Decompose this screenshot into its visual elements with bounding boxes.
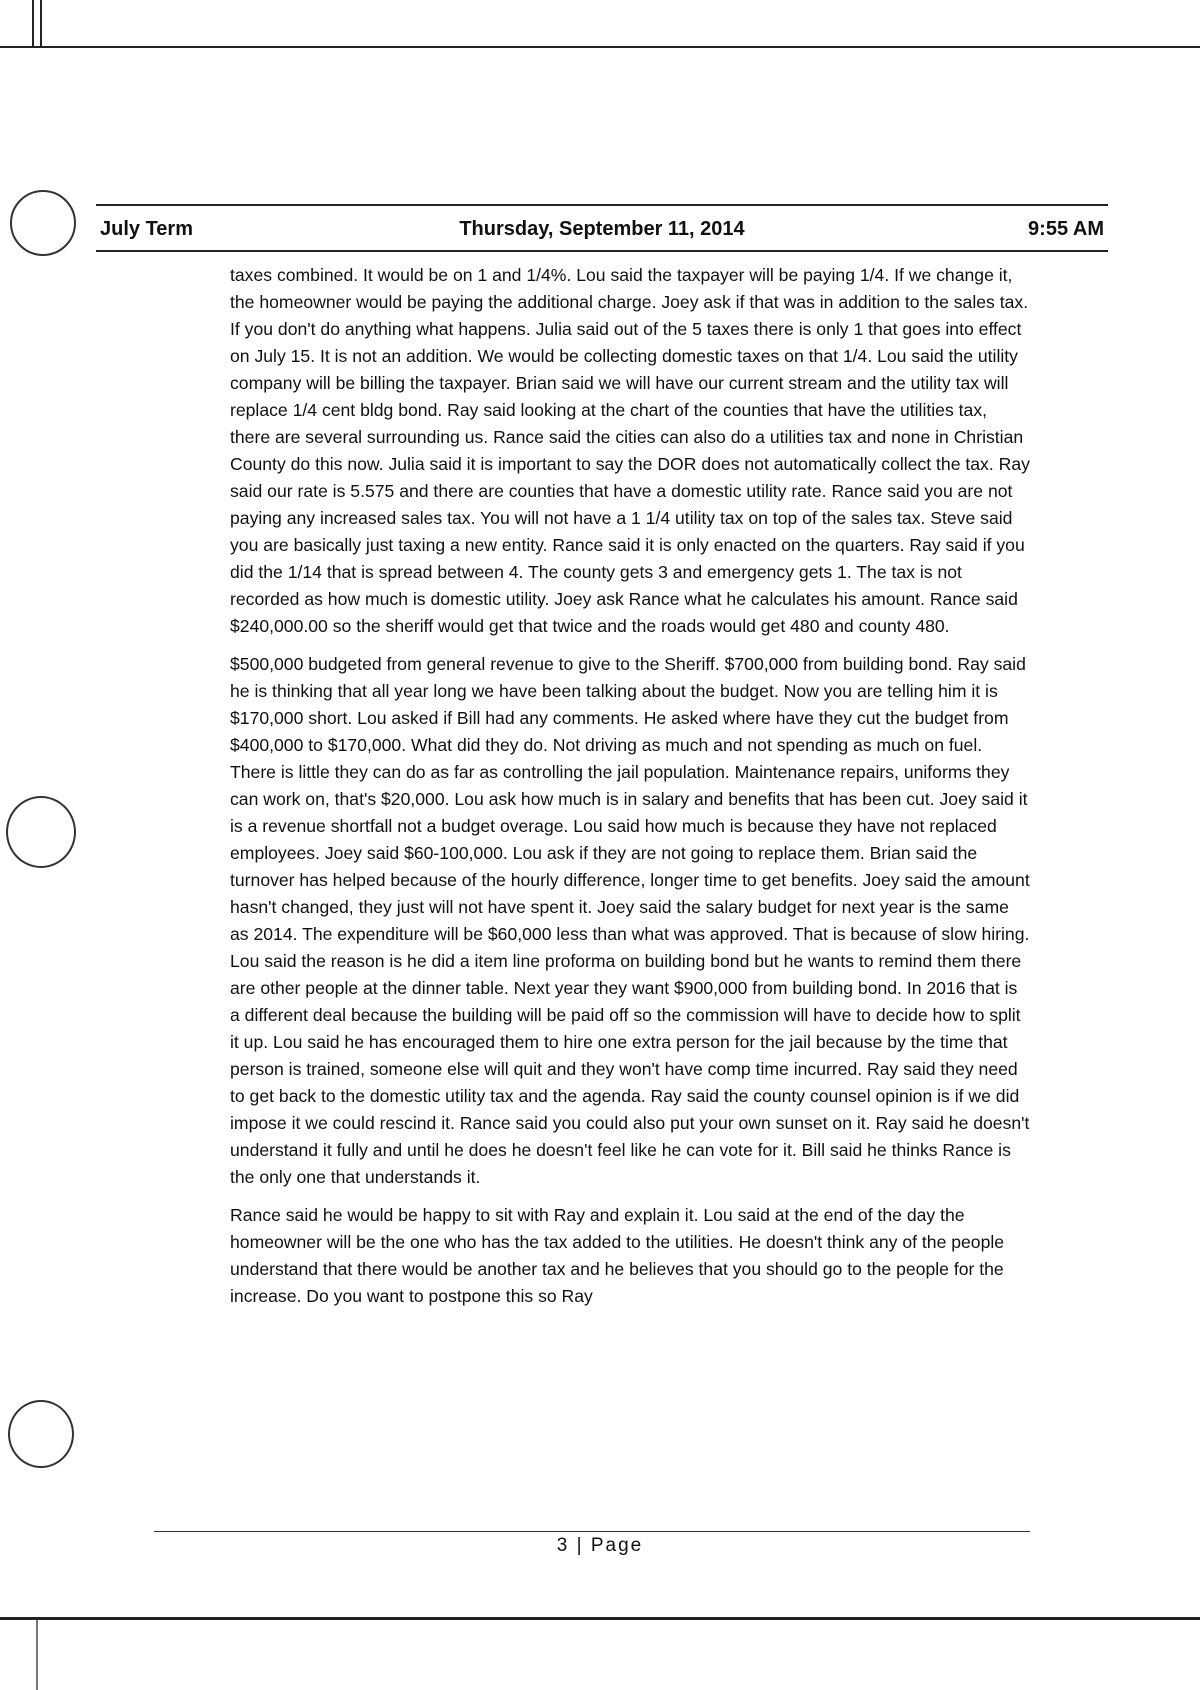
punch-hole-bottom (8, 1400, 74, 1468)
paragraph-1: taxes combined. It would be on 1 and 1/4%. Lou said the taxpayer will be paying 1/4. If we change it, the homeowner would be paying the additional charge. Joey ask if that was in addition to the sales tax. If you don't do anything what happens. Julia said out of the 5 taxes there is only 1 that goes into effect on July 15. It is not an addition. We would be collecting domestic taxes on that 1/4. Lou said the utility company will be billing the taxpayer. Brian said we will have our current stream and the utility tax will replace 1/4 cent bldg bond. Ray said looking at the chart of the counties that have the utilities tax, there are several surrounding us. Rance said the cities can also do a utilities tax and none in Christian County do this now. Julia said it is important to say the DOR does not automatically collect the tax. Ray said our rate is 5.575 and there are counties that have a domestic utility rate. Rance said you are not paying any increased sales tax. You will not have a 1 1/4 utility tax on top of the sales tax. Steve said you are basically just taxing a new entity. Rance said it is only enacted on the quarters. Ray said if you did the 1/14 that is spread between 4. The county gets 3 and emergency gets 1. The tax is not recorded as how much is domestic utility. Joey ask Rance what he calculates his amount. Rance said $240,000.00 so the sheriff would get that twice and the roads would get 480 and county 480. (230, 265, 1030, 636)
paragraph-2: $500,000 budgeted from general revenue to give to the Sheriff. $700,000 from building bond. Ray said he is thinking that all year long we have been talking about the budget. Now you are telling him it is $170,000 short. Lou asked if Bill had any comments. He asked where have they cut the budget from $400,000 to $170,000. What did they do. Not driving as much and not spending as much on fuel. There is little they can do as far as controlling the jail population. Maintenance repairs, uniforms they can work on, that's $20,000. Lou ask how much is in salary and benefits that has been cut. Joey said it is a revenue shortfall not a budget overage. Lou said how much is because they have not replaced employees. Joey said $60-100,000. Lou ask if they are not going to replace them. Brian said the turnover has helped because of the hourly difference, longer time to get benefits. Joey said the amount hasn't changed, they just will not have spent it. Joey said the salary budget for next year is the same as 2014. The expenditure will be $60,000 less than what was approved. That is because of slow hiring. Lou said the reason is he did a item line proforma on building bond but he wants to remind them there are other people at the dinner table. Next year they want $900,000 from building bond. In 2016 that is a different deal because the building will be paid off so the commission will have to decide how to split it up. Lou said he has encouraged them to hire one extra person for the jail because by the time that person is trained, someone else will quit and they won't have comp time incurred. Ray said they need to get back to the domestic utility tax and the agenda. Ray said the county counsel opinion is if we did impose it we could rescind it. Rance said you could also put your own sunset on it. Ray said he doesn't understand it fully and until he does he doesn't feel like he can vote for it. Bill said he thinks Rance is the only one that understands it. (230, 654, 1030, 1187)
term-label: July Term (100, 218, 193, 240)
scan-edge-mark-top-vertical-2 (40, 0, 42, 48)
scan-edge-mark-bottom-vertical (36, 1617, 38, 1690)
meeting-time: 9:55 AM (1028, 218, 1104, 240)
scan-edge-mark-bottom-horizontal (0, 1617, 1200, 1620)
minutes-body (230, 262, 1030, 1321)
paragraph-3: Rance said he would be happy to sit with Ray and explain it. Lou said at the end of the day the homeowner will be the one who has the tax added to the utilities. He doesn't think any of the people understand that there would be another tax and he believes that you should go to the people for the increase. Do you want to postpone this so Ray (230, 1205, 1005, 1306)
footer-divider (154, 1531, 1030, 1532)
page-number: 3 | Page (556, 1535, 644, 1556)
document-header (96, 204, 1108, 252)
punch-hole-top (10, 190, 76, 256)
meeting-date: Thursday, September 11, 2014 (459, 218, 745, 240)
punch-hole-middle (6, 796, 76, 868)
scan-edge-mark-top-vertical-1 (32, 0, 34, 48)
scan-edge-mark-top-horizontal (0, 46, 1200, 48)
